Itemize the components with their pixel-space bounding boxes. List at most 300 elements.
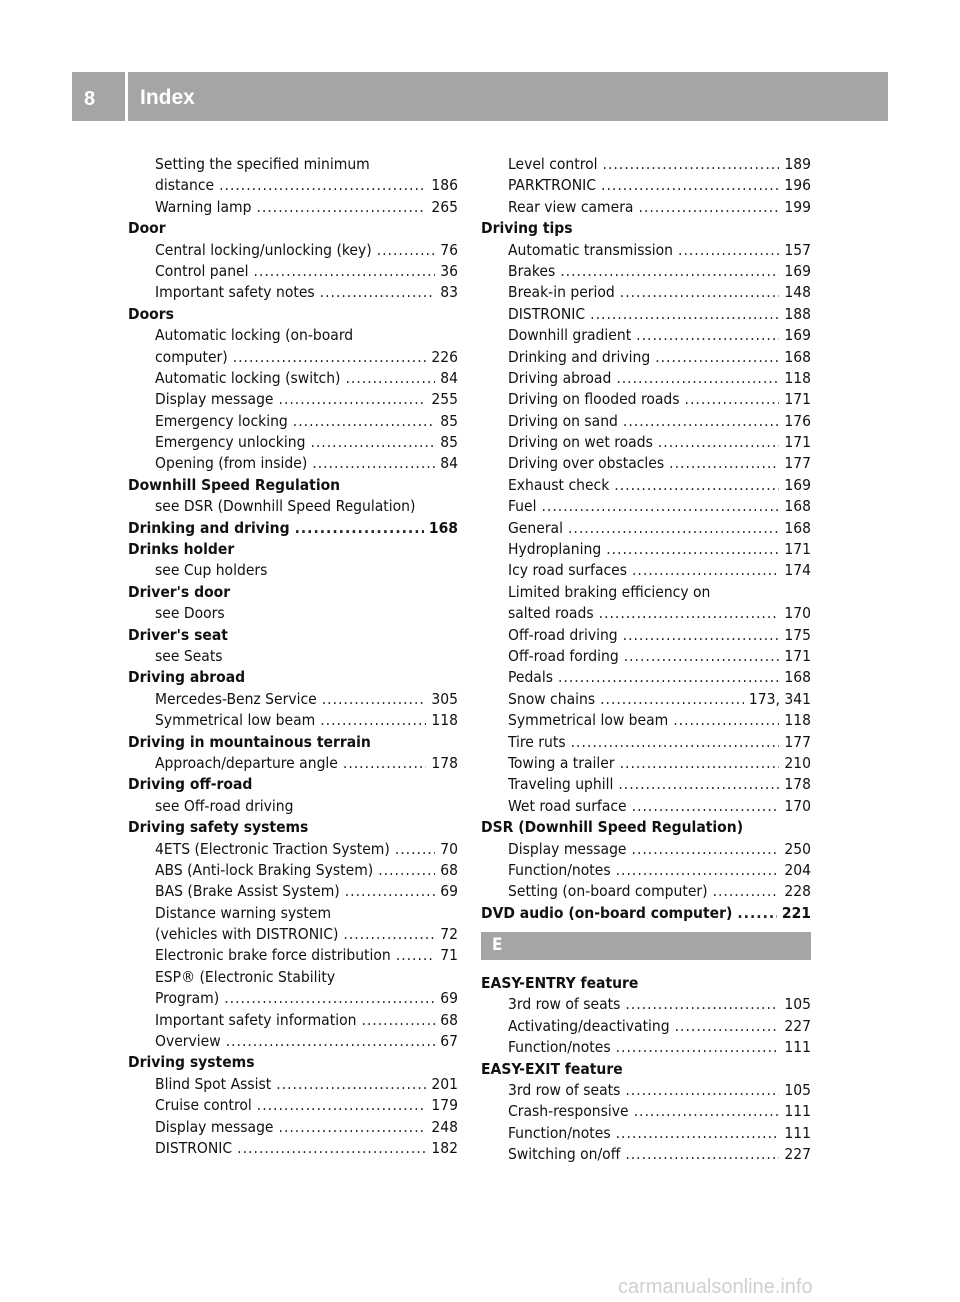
entry-text: Icy road surfaces <box>508 561 627 580</box>
entry-text: see Seats <box>155 646 223 665</box>
entry-text: see Doors <box>155 604 225 623</box>
entry-text: Driving on sand <box>508 411 618 430</box>
index-subentry <box>128 175 458 196</box>
entry-text: Downhill gradient <box>508 326 632 345</box>
entry-text: Driving systems <box>128 1053 255 1072</box>
page-ref: 76 <box>440 240 458 259</box>
index-subentry <box>481 839 811 860</box>
entry-text: Electronic brake force distribution <box>155 946 391 965</box>
page-ref: 265 <box>431 197 458 216</box>
dot-leader <box>396 945 435 966</box>
page-ref: 226 <box>431 347 458 366</box>
dot-leader <box>620 753 780 774</box>
dot-leader <box>233 347 427 368</box>
entry-text: (vehicles with DISTRONIC) <box>155 925 339 944</box>
index-heading <box>128 475 458 496</box>
index-heading <box>128 817 458 838</box>
entry-text: distance <box>155 176 215 195</box>
index-subentry <box>481 1016 811 1037</box>
page-ref: 188 <box>784 304 811 323</box>
entry-text: Mercedes-Benz Service <box>155 689 317 708</box>
dot-leader <box>616 860 780 881</box>
dot-leader <box>632 560 779 581</box>
entry-text: Brakes <box>508 261 556 280</box>
page-ref: 170 <box>784 604 811 623</box>
index-subentry <box>481 667 811 688</box>
entry-text: Tire ruts <box>508 732 566 751</box>
dot-leader <box>276 1074 426 1095</box>
index-subentry <box>128 389 458 410</box>
index-subentry <box>481 1144 811 1165</box>
dot-leader <box>623 625 780 646</box>
index-subentry <box>128 368 458 389</box>
dot-leader <box>678 240 779 261</box>
dot-leader <box>658 432 780 453</box>
dot-leader <box>320 710 426 731</box>
entry-text: Switching on/off <box>508 1145 621 1164</box>
dot-leader <box>377 240 436 261</box>
dot-leader <box>568 518 779 539</box>
page-ref: 178 <box>784 775 811 794</box>
entry-text: Drinking and driving <box>128 518 290 537</box>
entry-text: Driving over obstacles <box>508 454 665 473</box>
entry-text: DSR (Downhill Speed Regulation) <box>481 818 744 837</box>
index-subentry <box>128 496 458 517</box>
entry-text: Hydroplaning <box>508 540 602 559</box>
section-heading-bar <box>481 932 811 960</box>
dot-leader <box>226 1031 436 1052</box>
dot-leader <box>257 1095 427 1116</box>
index-subentry <box>481 197 811 218</box>
entry-text: Opening (from inside) <box>155 454 308 473</box>
dot-leader <box>571 732 780 753</box>
page-ref: 170 <box>784 796 811 815</box>
entry-text: Symmetrical low beam <box>155 711 316 730</box>
entry-text: Driving tips <box>481 219 573 238</box>
page-ref: 179 <box>431 1096 458 1115</box>
index-subentry <box>481 347 811 368</box>
page-ref: 174 <box>784 561 811 580</box>
index-subentry <box>128 839 458 860</box>
dot-leader <box>237 1138 426 1159</box>
entry-text: Program) <box>155 989 220 1008</box>
dot-leader <box>600 689 744 710</box>
entry-text: ABS (Anti-lock Braking System) <box>155 860 374 879</box>
dot-leader <box>669 453 779 474</box>
watermark: carmanualsonline.info <box>618 1276 813 1298</box>
entry-text: Limited braking efficiency on <box>508 582 711 601</box>
entry-text: Automatic locking (switch) <box>155 368 341 387</box>
index-subentry <box>481 1037 811 1058</box>
index-subentry <box>481 774 811 795</box>
page-ref: 168 <box>784 518 811 537</box>
index-subentry <box>481 432 811 453</box>
index-subentry <box>128 1074 458 1095</box>
page-ref: 171 <box>784 540 811 559</box>
page-ref: 173, 341 <box>748 689 811 708</box>
page-ref: 85 <box>440 433 458 452</box>
index-subentry <box>481 1080 811 1101</box>
entry-text: see Off-road driving <box>155 796 294 815</box>
entry-text: Rear view camera <box>508 197 634 216</box>
index-subentry <box>481 175 811 196</box>
page-ref: 84 <box>440 454 458 473</box>
page-ref: 228 <box>784 882 811 901</box>
entry-text: Important safety notes <box>155 283 315 302</box>
page-ref: 105 <box>784 1081 811 1100</box>
entry-text: Display message <box>155 390 274 409</box>
index-subentry <box>481 582 811 603</box>
dot-leader <box>616 368 779 389</box>
page-ref: 36 <box>440 261 458 280</box>
page-ref: 177 <box>784 732 811 751</box>
index-subentry <box>481 282 811 303</box>
entry-text: Driving on wet roads <box>508 433 653 452</box>
index-subentry <box>481 860 811 881</box>
index-subentry <box>481 646 811 667</box>
index-subentry <box>128 261 458 282</box>
index-heading <box>128 1052 458 1073</box>
entry-text: EASY-EXIT feature <box>481 1059 623 1078</box>
dot-leader <box>219 175 426 196</box>
index-subentry <box>481 881 811 902</box>
index-subentry <box>128 1138 458 1159</box>
page-ref: 169 <box>784 326 811 345</box>
page-ref: 68 <box>440 860 458 879</box>
dot-leader <box>618 774 779 795</box>
page-ref: 118 <box>784 711 811 730</box>
entry-text: Display message <box>508 839 627 858</box>
page-ref: 171 <box>784 646 811 665</box>
index-subentry <box>481 625 811 646</box>
entry-text: Driving safety systems <box>128 818 309 837</box>
page-ref: 176 <box>784 411 811 430</box>
page-ref: 105 <box>784 995 811 1014</box>
dot-leader <box>224 988 435 1009</box>
dot-leader <box>623 411 779 432</box>
dot-leader <box>590 304 779 325</box>
dot-leader <box>312 453 435 474</box>
entry-text: PARKTRONIC <box>508 176 597 195</box>
entry-text: General <box>508 518 563 537</box>
dot-leader <box>614 475 779 496</box>
entry-text: Driving on flooded roads <box>508 390 680 409</box>
index-subentry <box>481 689 811 710</box>
dot-leader <box>620 282 780 303</box>
page-ref: 248 <box>431 1117 458 1136</box>
entry-text: DVD audio (on-board computer) <box>481 903 733 922</box>
index-subentry <box>481 994 811 1015</box>
index-subentry <box>128 1010 458 1031</box>
page-title: Index <box>140 86 195 109</box>
index-subentry <box>128 1117 458 1138</box>
entry-text: Function/notes <box>508 1123 611 1142</box>
page-ref: 196 <box>784 176 811 195</box>
index-subentry <box>128 881 458 902</box>
header-divider <box>125 72 128 121</box>
index-heading <box>128 539 458 560</box>
index-heading <box>128 218 458 239</box>
dot-leader <box>624 646 780 667</box>
entry-text: Display message <box>155 1117 274 1136</box>
page-ref: 68 <box>440 1010 458 1029</box>
index-subentry <box>481 753 811 774</box>
page-ref: 227 <box>784 1016 811 1035</box>
dot-leader <box>560 261 779 282</box>
index-subentry <box>128 154 458 175</box>
index-heading <box>128 518 458 539</box>
entry-text: Important safety information <box>155 1010 357 1029</box>
index-subentry <box>128 453 458 474</box>
index-subentry <box>481 368 811 389</box>
entry-text: Central locking/unlocking (key) <box>155 240 372 259</box>
dot-leader <box>293 411 435 432</box>
page-ref: 227 <box>784 1145 811 1164</box>
entry-text: Distance warning system <box>155 903 332 922</box>
index-heading <box>481 973 811 994</box>
page-number: 8 <box>84 88 96 110</box>
entry-text: Driving abroad <box>128 668 246 687</box>
page-ref: 250 <box>784 839 811 858</box>
entry-text: ESP® (Electronic Stability <box>155 967 336 986</box>
dot-leader <box>295 518 424 539</box>
entry-text: Setting (on-board computer) <box>508 882 708 901</box>
page-ref: 85 <box>440 411 458 430</box>
page-ref: 182 <box>431 1138 458 1157</box>
dot-leader <box>343 753 426 774</box>
entry-text: Driving off-road <box>128 775 253 794</box>
index-heading <box>128 732 458 753</box>
index-subentry <box>481 710 811 731</box>
entry-text: salted roads <box>508 604 594 623</box>
index-subentry <box>128 646 458 667</box>
entry-text: Pedals <box>508 668 553 687</box>
index-heading <box>128 625 458 646</box>
page-ref: 169 <box>784 475 811 494</box>
index-column-right <box>481 154 811 1166</box>
page-ref: 168 <box>784 668 811 687</box>
entry-text: Drinking and driving <box>508 347 651 366</box>
index-subentry <box>481 453 811 474</box>
dot-leader <box>685 389 780 410</box>
index-heading <box>481 1059 811 1080</box>
entry-text: DISTRONIC <box>508 304 586 323</box>
entry-text: Function/notes <box>508 860 611 879</box>
dot-leader <box>673 710 779 731</box>
page-ref: 69 <box>440 989 458 1008</box>
page-ref: 201 <box>431 1074 458 1093</box>
index-subentry <box>128 325 458 346</box>
index-subentry <box>128 432 458 453</box>
entry-text: Door <box>128 219 166 238</box>
dot-leader <box>625 1080 779 1101</box>
index-subentry <box>128 1095 458 1116</box>
page-ref: 177 <box>784 454 811 473</box>
entry-text: Driving in mountainous terrain <box>128 732 371 751</box>
entry-text: Drinks holder <box>128 540 235 559</box>
entry-text: Doors <box>128 304 174 323</box>
entry-text: Warning lamp <box>155 197 252 216</box>
index-subentry <box>481 518 811 539</box>
entry-text: Driving abroad <box>508 368 612 387</box>
index-subentry <box>128 197 458 218</box>
index-subentry <box>481 240 811 261</box>
entry-text: Symmetrical low beam <box>508 711 669 730</box>
page-ref: 189 <box>784 155 811 173</box>
dot-leader <box>541 496 779 517</box>
dot-leader <box>279 1117 427 1138</box>
index-subentry <box>481 796 811 817</box>
entry-text: Control panel <box>155 261 249 280</box>
entry-text: Approach/departure angle <box>155 753 338 772</box>
index-subentry <box>128 240 458 261</box>
entry-text: BAS (Brake Assist System) <box>155 882 340 901</box>
entry-text: 4ETS (Electronic Traction System) <box>155 839 390 858</box>
dot-leader <box>320 282 436 303</box>
entry-text: Setting the specified minimum <box>155 155 370 173</box>
entry-text: EASY-ENTRY feature <box>481 974 639 993</box>
page-ref: 157 <box>784 240 811 259</box>
entry-text: Break-in period <box>508 283 615 302</box>
dot-leader <box>625 994 779 1015</box>
index-subentry <box>481 1101 811 1122</box>
entry-text: computer) <box>155 347 228 366</box>
dot-leader <box>632 796 780 817</box>
page-ref: 83 <box>440 283 458 302</box>
index-subentry <box>128 560 458 581</box>
dot-leader <box>279 389 427 410</box>
entry-text: Fuel <box>508 497 537 516</box>
index-subentry <box>128 860 458 881</box>
page-ref: 111 <box>784 1123 811 1142</box>
index-subentry <box>128 710 458 731</box>
page-ref: 111 <box>784 1038 811 1057</box>
index-heading <box>128 582 458 603</box>
index-subentry <box>481 411 811 432</box>
index-subentry <box>128 411 458 432</box>
index-subentry <box>481 389 811 410</box>
entry-text: Automatic locking (on-board <box>155 326 354 345</box>
entry-text: Off-road driving <box>508 625 618 644</box>
index-subentry <box>128 689 458 710</box>
dot-leader <box>638 197 779 218</box>
dot-leader <box>395 839 435 860</box>
entry-text: Blind Spot Assist <box>155 1074 272 1093</box>
dot-leader <box>636 325 779 346</box>
index-heading <box>128 304 458 325</box>
dot-leader <box>345 881 436 902</box>
entry-text: see DSR (Downhill Speed Regulation) <box>155 497 416 516</box>
entry-text: Emergency unlocking <box>155 433 306 452</box>
page-ref: 171 <box>784 433 811 452</box>
page-ref: 84 <box>440 368 458 387</box>
index-subentry <box>128 753 458 774</box>
index-heading <box>481 903 811 924</box>
index-subentry <box>128 603 458 624</box>
dot-leader <box>310 432 435 453</box>
entry-text: 3rd row of seats <box>508 995 621 1014</box>
dot-leader <box>254 261 436 282</box>
page-ref: 204 <box>784 860 811 879</box>
page-ref: 168 <box>784 347 811 366</box>
page-ref: 169 <box>784 261 811 280</box>
entry-text: DISTRONIC <box>155 1138 233 1157</box>
page-ref: 168 <box>428 518 458 537</box>
dot-leader <box>655 347 779 368</box>
entry-text: Driver's door <box>128 582 231 601</box>
page-ref: 168 <box>784 497 811 516</box>
dot-leader <box>632 839 780 860</box>
dot-leader <box>345 368 435 389</box>
index-subentry <box>481 304 811 325</box>
index-subentry <box>128 967 458 988</box>
dot-leader <box>616 1037 780 1058</box>
entry-text: 3rd row of seats <box>508 1081 621 1100</box>
page-ref: 72 <box>440 925 458 944</box>
dot-leader <box>599 603 780 624</box>
dot-leader <box>625 1144 779 1165</box>
dot-leader <box>675 1016 780 1037</box>
page-ref: 67 <box>440 1032 458 1051</box>
page-ref: 221 <box>781 903 811 922</box>
index-subentry <box>128 988 458 1009</box>
dot-leader <box>322 689 427 710</box>
index-subentry <box>128 347 458 368</box>
index-subentry <box>481 475 811 496</box>
entry-text: see Cup holders <box>155 561 268 580</box>
entry-text: Downhill Speed Regulation <box>128 475 341 494</box>
entry-text: Towing a trailer <box>508 753 615 772</box>
index-subentry <box>481 539 811 560</box>
index-heading <box>128 774 458 795</box>
page-ref: 305 <box>431 689 458 708</box>
entry-text: Emergency locking <box>155 411 288 430</box>
entry-text: Crash-responsive <box>508 1102 629 1121</box>
index-subentry <box>128 903 458 924</box>
page-ref: 71 <box>440 946 458 965</box>
entry-text: Exhaust check <box>508 475 610 494</box>
entry-text: Function/notes <box>508 1038 611 1057</box>
page-ref: 210 <box>784 753 811 772</box>
page-ref: 70 <box>440 839 458 858</box>
index-heading <box>481 817 811 838</box>
index-subentry <box>128 924 458 945</box>
dot-leader <box>603 154 780 175</box>
page-ref: 69 <box>440 882 458 901</box>
index-subentry <box>481 603 811 624</box>
index-subentry <box>481 1123 811 1144</box>
index-subentry <box>481 325 811 346</box>
section-letter: E <box>492 935 503 956</box>
page-ref: 186 <box>431 176 458 195</box>
dot-leader <box>361 1010 435 1031</box>
index-subentry <box>128 282 458 303</box>
page-ref: 175 <box>784 625 811 644</box>
page-ref: 255 <box>431 390 458 409</box>
entry-text: Wet road surface <box>508 796 627 815</box>
dot-leader <box>634 1101 780 1122</box>
index-heading <box>481 218 811 239</box>
dot-leader <box>601 175 779 196</box>
index-subentry <box>481 560 811 581</box>
page-ref: 118 <box>431 711 458 730</box>
page-ref: 178 <box>431 753 458 772</box>
entry-text: Cruise control <box>155 1096 252 1115</box>
index-subentry <box>481 154 811 175</box>
index-subentry <box>128 1031 458 1052</box>
entry-text: Activating/deactivating <box>508 1016 670 1035</box>
entry-text: Driver's seat <box>128 625 228 644</box>
